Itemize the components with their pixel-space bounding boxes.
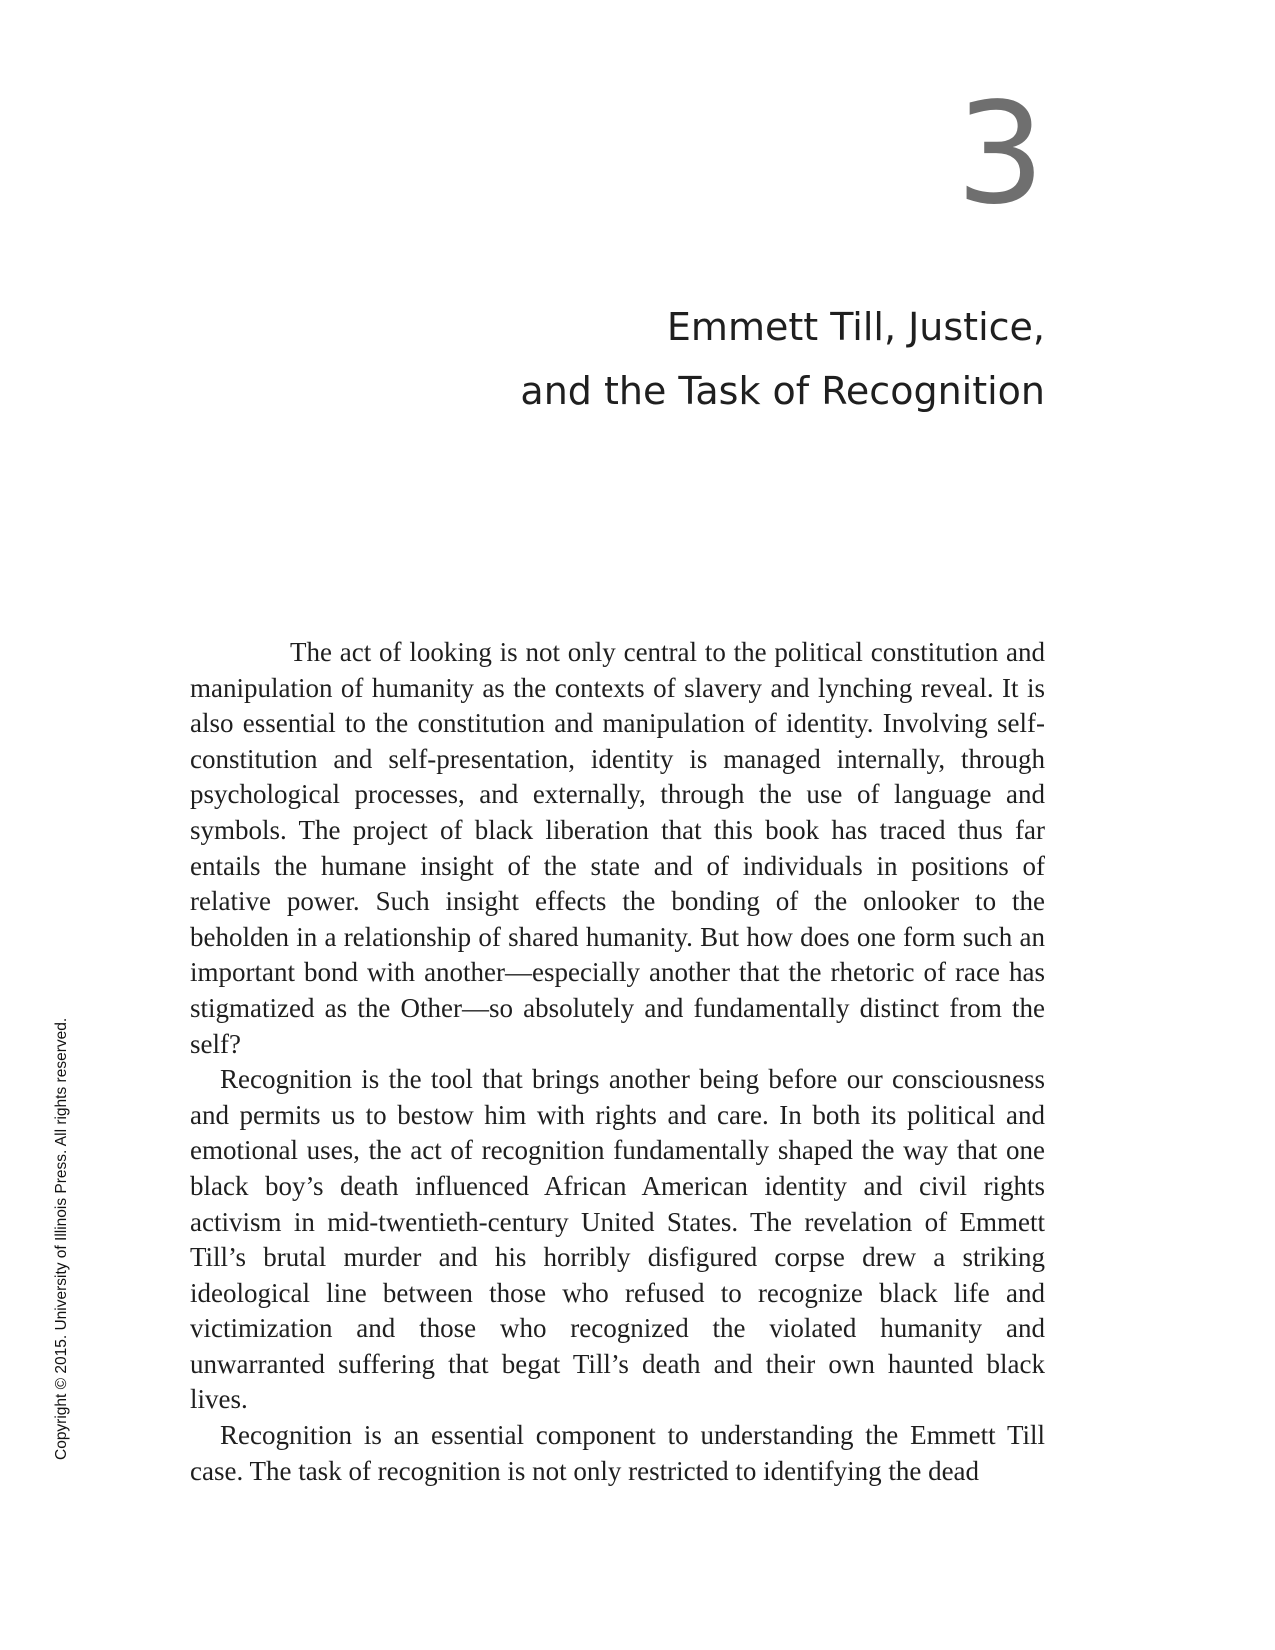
- chapter-title-line-2: and the Task of Recognition: [520, 369, 1045, 413]
- chapter-title-line-1: Emmett Till, Justice,: [666, 305, 1045, 349]
- paragraph-1: The act of looking is not only central to the political constitution and manipulation of humanity as the contexts of slavery and lynching reveal. It is also essential to the constitution and manipulation of identity. Involving self-constitution and self-presentation, identity is managed internally, through psychological processes, and externally, through the use of language and symbols. The project of black liberation that this book has traced thus far entails the humane insight of the state and of individuals in positions of relative power. Such insight effects the bonding of the onlooker to the beholden in a relationship of shared humanity. But how does one form such an important bond with another—especially another that the rhetoric of race has stigmatized as the Other—so absolutely and fundamentally distinct from the self?: [190, 637, 1045, 1059]
- paragraph-2: Recognition is the tool that brings another being before our consciousness and permits us to bestow him with rights and care. In both its political and emotional uses, the act of recognition fundamentally shaped the way that one black boy’s death influenced African American identity and civil rights activism in mid-twentieth-century United States. The revelation of Emmett Till’s brutal murder and his horribly disfigured corpse drew a striking ideological line between those who refused to recognize black life and victimization and those who recognized the violated humanity and unwarranted suffering that begat Till’s death and their own haunted black lives.: [190, 1064, 1045, 1415]
- chapter-title: [285, 295, 1045, 423]
- paragraph-3: Recognition is an essential component to understanding the Emmett Till case. The task of recognition is not only restricted to identifying the dead: [190, 1420, 1045, 1486]
- body-text: [190, 635, 1045, 1489]
- chapter-number: 3: [955, 73, 1045, 236]
- copyright-notice: Copyright © 2015. University of Illinois Press. All rights reserved.: [53, 1017, 70, 1460]
